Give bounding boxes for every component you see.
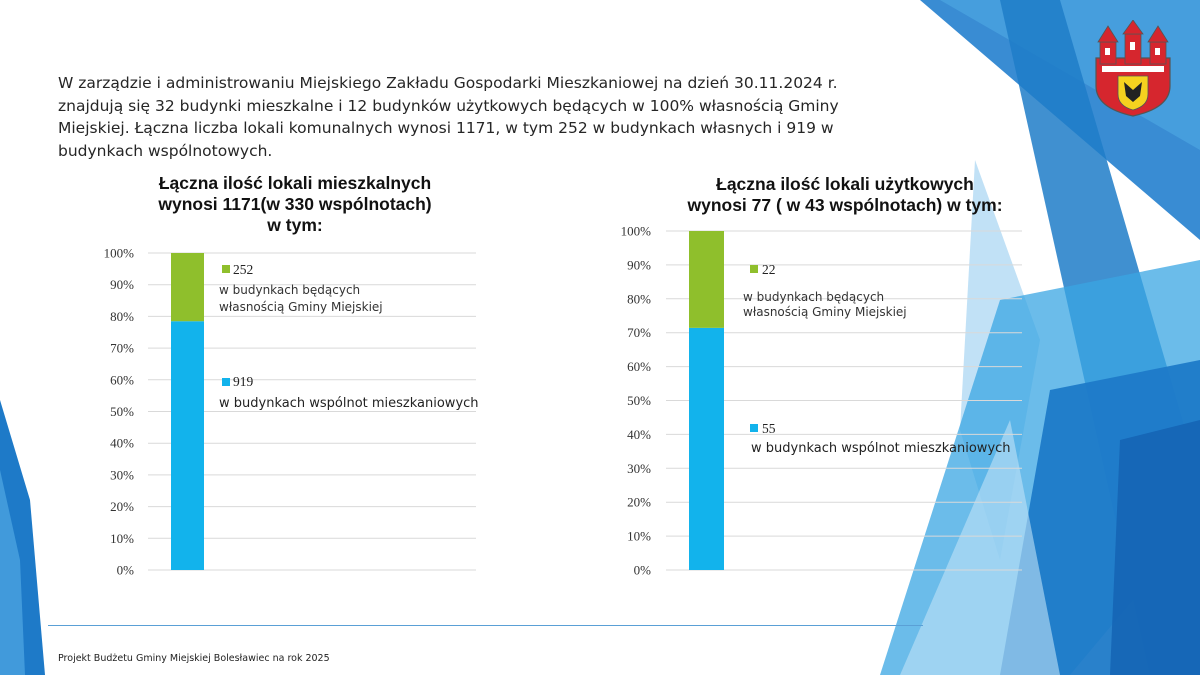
left-data-label-text: w budynkach będących bbox=[219, 283, 361, 297]
right-y-tick-label: 100% bbox=[620, 223, 651, 239]
chart-left-title-line-3: w tym: bbox=[267, 215, 323, 235]
right-y-tick-label: 60% bbox=[627, 359, 651, 375]
right-bar-segment-wspolnoty bbox=[689, 328, 724, 570]
right-y-tick-label: 80% bbox=[627, 291, 651, 307]
left-data-label-text: własnością Gminy Miejskiej bbox=[219, 300, 383, 314]
left-y-tick-label: 70% bbox=[110, 340, 134, 356]
right-y-tick-label: 10% bbox=[627, 528, 651, 544]
left-y-tick-label: 40% bbox=[110, 435, 134, 451]
chart-left-title-line-1: Łączna ilość lokali mieszkalnych bbox=[158, 173, 432, 193]
left-y-tick-label: 10% bbox=[110, 530, 134, 546]
chart-right-title-line-2: wynosi 77 ( w 43 wspólnotach) w tym: bbox=[687, 195, 1003, 215]
chart-right-title-line-1: Łączna ilość lokali użytkowych bbox=[716, 174, 974, 194]
right-y-tick-label: 70% bbox=[627, 325, 651, 341]
left-data-label-value: 919 bbox=[233, 374, 254, 389]
right-legend-swatch bbox=[750, 265, 758, 273]
left-y-tick-label: 100% bbox=[103, 245, 134, 261]
right-y-tick-label: 0% bbox=[633, 562, 651, 578]
right-data-label-text: własnością Gminy Miejskiej bbox=[743, 305, 907, 319]
left-y-tick-label: 60% bbox=[110, 372, 134, 388]
right-data-label-value: 22 bbox=[762, 262, 776, 277]
footer-text: Projekt Budżetu Gminy Miejskiej Bolesławiec na rok 2025 bbox=[58, 653, 330, 664]
chart-left-title-line-2: wynosi 1171(w 330 wspólnotach) bbox=[158, 194, 432, 214]
left-y-tick-label: 20% bbox=[110, 499, 134, 515]
right-data-label-text: w budynkach wspólnot mieszkaniowych bbox=[751, 441, 1011, 456]
right-legend-swatch bbox=[750, 424, 758, 432]
right-y-tick-label: 50% bbox=[627, 393, 651, 408]
right-y-tick-label: 40% bbox=[627, 426, 651, 442]
left-data-label-text: w budynkach wspólnot mieszkaniowych bbox=[219, 396, 479, 411]
left-y-tick-label: 90% bbox=[110, 277, 134, 293]
intro-paragraph: W zarządzie i administrowaniu Miejskiego Zakładu Gospodarki Mieszkaniowej na dzień 30.11.2024 r. znajdują się 32 budynki mieszkalne i 12 budynków użytkowych będących w 100% własnością Gminy Miejskiej. Łączna liczba lokali komunalnych wynosi 1171, w tym 252 w budynkach własnych i 919 w budynkach wspólnotowych. bbox=[58, 74, 839, 160]
right-y-tick-label: 20% bbox=[627, 494, 651, 510]
right-bar-segment-gmina bbox=[689, 231, 724, 328]
right-data-label-text: w budynkach będących bbox=[743, 290, 885, 304]
right-data-label-value: 55 bbox=[762, 421, 776, 436]
left-data-label-value: 252 bbox=[233, 262, 254, 277]
left-y-tick-label: 0% bbox=[116, 562, 134, 578]
left-y-tick-label: 30% bbox=[110, 467, 134, 483]
footer-divider bbox=[48, 625, 923, 626]
left-y-tick-label: 50% bbox=[110, 404, 134, 419]
left-y-tick-label: 80% bbox=[110, 308, 134, 324]
right-y-tick-label: 90% bbox=[627, 257, 651, 273]
right-y-tick-label: 30% bbox=[627, 460, 651, 476]
